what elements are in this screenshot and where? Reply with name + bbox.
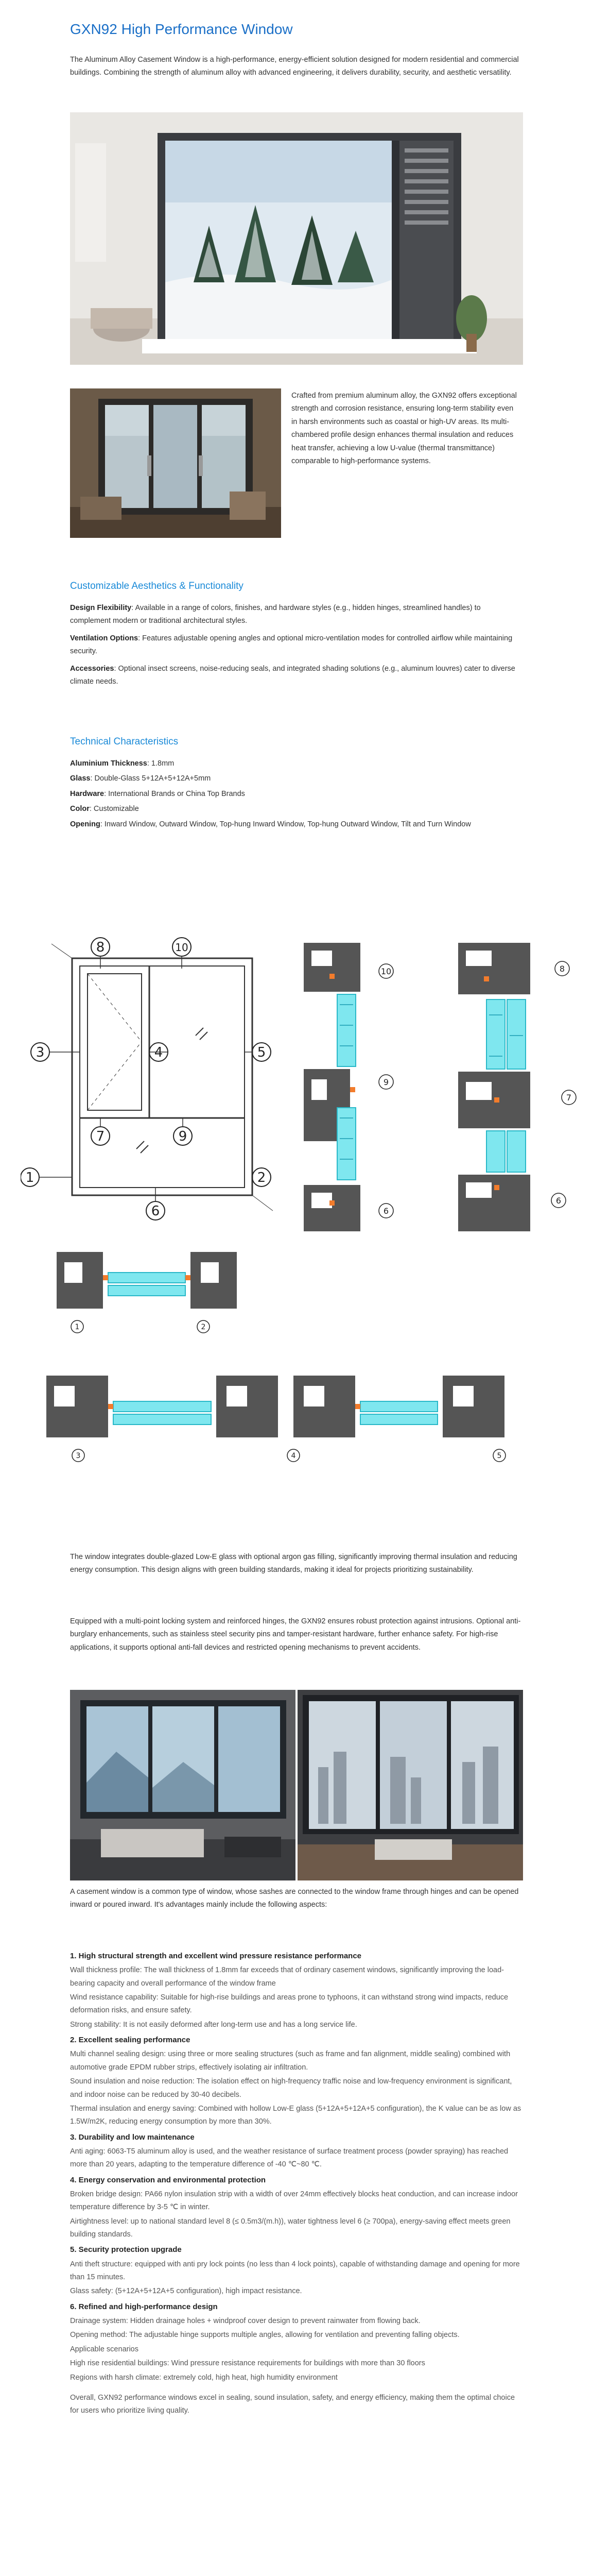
living-room-image (70, 1690, 295, 1880)
page-title: GXN92 High Performance Window (70, 21, 293, 37)
advantage-line: Strong stability: It is not easily deformed after long-term use and has a long service life. (70, 2020, 357, 2029)
window-section-diagram (288, 943, 577, 1252)
aesthetics-item: Design Flexibility: Available in a range of colors, finishes, and hardware styles (e.g., hidden hinges, streamlined handles) to complement modern or traditional architectural styles. (70, 604, 481, 625)
advantage-heading: 6. Refined and high-performance design (70, 2302, 218, 2311)
advantage-line: Thermal insulation and energy saving: Combined with hollow Low-E glass (5+12A+5+12A+5 configuration), the K value can be as low as 1.5W/m2K, reducing energy consumption by more than 30%. (70, 2104, 521, 2126)
advantage-heading: 4. Energy conservation and environmental protection (70, 2175, 266, 2184)
diagram-label: 4 (154, 1045, 163, 1060)
section-detail-diagram (46, 1252, 541, 1540)
interior-window-image (70, 388, 281, 538)
para-security: Equipped with a multi-point locking system and reinforced hinges, the GXN92 ensures robust protection against intrusions. Optional anti-burglary enhancements, such as stainless steel security pins and tamper-resistant hardware, further enhance safety. For high-rise applications, it supports optional anti-fall devices and restricted opening mechanisms to prevent accidents. (70, 1617, 521, 1652)
diagram-label: 6 (151, 1204, 160, 1219)
diagram-label: 9 (178, 1129, 187, 1144)
technical-heading: Technical Characteristics (70, 736, 179, 747)
advantage-line: Regions with harsh climate: extremely cold, high heat, high humidity environment (70, 2373, 338, 2382)
section-label: 6 (555, 1196, 562, 1206)
advantage-line: Wall thickness profile: The wall thickness of 1.8mm far exceeds that of ordinary casement windows, significantly improving the load-bearing capacity and overall performance of the window frame (70, 1966, 504, 1988)
tech-item: Hardware: International Brands or China Top Brands (70, 789, 245, 798)
section-label: 8 (559, 964, 565, 974)
para-casement: A casement window is a common type of window, whose sashes are connected to the window frame through hinges and can be opened inward or poured inward. It's advantages mainly include the following aspects: (70, 1888, 519, 1909)
section-label: 2 (201, 1323, 206, 1331)
advantage-line: Anti theft structure: equipped with anti pry lock points (no less than 4 lock points), capable of withstanding damage and opening for more than 15 minutes. (70, 2260, 520, 2281)
advantage-line: Glass safety: (5+12A+5+12A+5 configuration), high impact resistance. (70, 2287, 302, 2296)
advantage-line: High rise residential buildings: Wind pressure resistance requirements for buildings with more than 30 floors (70, 2359, 425, 2368)
advantage-line: Multi channel sealing design: using three or more sealing structures (such as frame and fan alignment, middle sealing) combined with automotive grade EPDM rubber strips, effectively isolating air infiltration. (70, 2050, 511, 2072)
section-label: 7 (566, 1093, 572, 1103)
crafted-text: Crafted from premium aluminum alloy, the GXN92 offers exceptional strength and corrosion resistance, ensuring long-term stability even in harsh environments such as coastal or high-UV areas. Its multi-chambered profile design enhances thermal insulation and reduces heat transfer, achieving a low U-value (thermal transmittance) comparable to high-performance systems. (291, 392, 517, 465)
advantage-line: Opening method: The adjustable hinge supports multiple angles, allowing for ventilation and preventing falling objects. (70, 2331, 460, 2340)
city-view-room-image (298, 1690, 523, 1880)
tech-item: Color: Customizable (70, 805, 139, 814)
diagram-label: 7 (96, 1129, 105, 1144)
aesthetics-list (70, 602, 523, 690)
advantage-line: Airtightness level: up to national standard level 8 (≤ 0.5m3/(m.h)), water tightness level 6 (≥ 700pa), energy-saving effect meets green building standards. (70, 2217, 511, 2239)
conclusion-text: Overall, GXN92 performance windows excel in sealing, sound insulation, safety, and energy efficiency, making them the optimal choice for users who prioritize living quality. (70, 2393, 515, 2415)
tech-item: Opening: Inward Window, Outward Window, Top-hung Inward Window, Top-hung Outward Window, Tilt and Turn Window (70, 820, 471, 828)
advantages-list (70, 1947, 523, 2419)
technical-list (70, 757, 523, 833)
advantage-line: Applicable scenarios (70, 2345, 138, 2353)
aesthetics-heading: Customizable Aesthetics & Functionality (70, 581, 243, 591)
intro-text: The Aluminum Alloy Casement Window is a high-performance, energy-efficient solution designed for modern residential and commercial buildings. Combining the strength of aluminum alloy with advanced engineering, it delivers durability, security, and aesthetic versatility. (70, 56, 519, 77)
aesthetics-item: Ventilation Options: Features adjustable opening angles and optional micro-ventilation modes for controlled airflow while maintaining security. (70, 634, 513, 656)
advantage-heading: 5. Security protection upgrade (70, 2245, 182, 2255)
diagram-label: 2 (257, 1170, 266, 1185)
advantage-line: Anti aging: 6063-T5 aluminum alloy is used, and the weather resistance of surface treatment process (powder spraying) has reached more than 20 years, adapting to the temperature difference of -40 ℃~80 ℃. (70, 2147, 509, 2169)
tech-item: Glass: Double-Glass 5+12A+5+12A+5mm (70, 774, 211, 783)
advantage-line: Drainage system: Hidden drainage holes + windproof cover design to prevent rainwater from flowing back. (70, 2317, 421, 2325)
advantage-heading: 3. Durability and low maintenance (70, 2132, 195, 2142)
tech-item: Aluminium Thickness: 1.8mm (70, 759, 175, 768)
aesthetics-item: Accessories: Optional insect screens, noise-reducing seals, and integrated shading solutions (e.g., aluminum louvres) cater to diverse climate needs. (70, 664, 515, 686)
advantage-line: Sound insulation and noise reduction: The isolation effect on high-frequency traffic noise and low-frequency environment is significant, and indoor noise can be reduced by 30-40 decibels. (70, 2077, 512, 2099)
advantage-line: Wind resistance capability: Suitable for high-rise buildings and areas prone to typhoons, it can withstand strong wind impacts, reduce deformation risks, and ensure safety. (70, 1993, 509, 2015)
diagram-label: 3 (36, 1045, 45, 1060)
section-label: 4 (291, 1452, 296, 1460)
section-label: 10 (380, 967, 392, 976)
section-label: 5 (497, 1452, 502, 1460)
diagram-label: 1 (25, 1170, 34, 1185)
section-label: 3 (76, 1452, 81, 1460)
diagram-label: 5 (257, 1045, 266, 1060)
advantage-heading: 1. High structural strength and excellent wind pressure resistance performance (70, 1952, 362, 1960)
hero-window-image (70, 112, 523, 365)
section-label: 6 (383, 1206, 389, 1216)
diagram-label: 8 (96, 940, 105, 955)
para-insulation: The window integrates double-glazed Low-E glass with optional argon gas filling, significantly improving thermal insulation and reducing energy consumption. This design aligns with green building standards, making it ideal for projects prioritizing sustainability. (70, 1553, 517, 1574)
advantage-heading: 2. Excellent sealing performance (70, 2036, 190, 2045)
window-elevation-diagram (21, 933, 288, 1242)
section-label: 9 (383, 1077, 389, 1087)
advantage-line: Broken bridge design: PA66 nylon insulation strip with a width of over 24mm effectively blocks heat conduction, and can increase indoor temperature difference by 3-5 ℃ in winter. (70, 2190, 518, 2212)
section-label: 1 (75, 1323, 80, 1331)
diagram-label: 10 (175, 941, 188, 954)
